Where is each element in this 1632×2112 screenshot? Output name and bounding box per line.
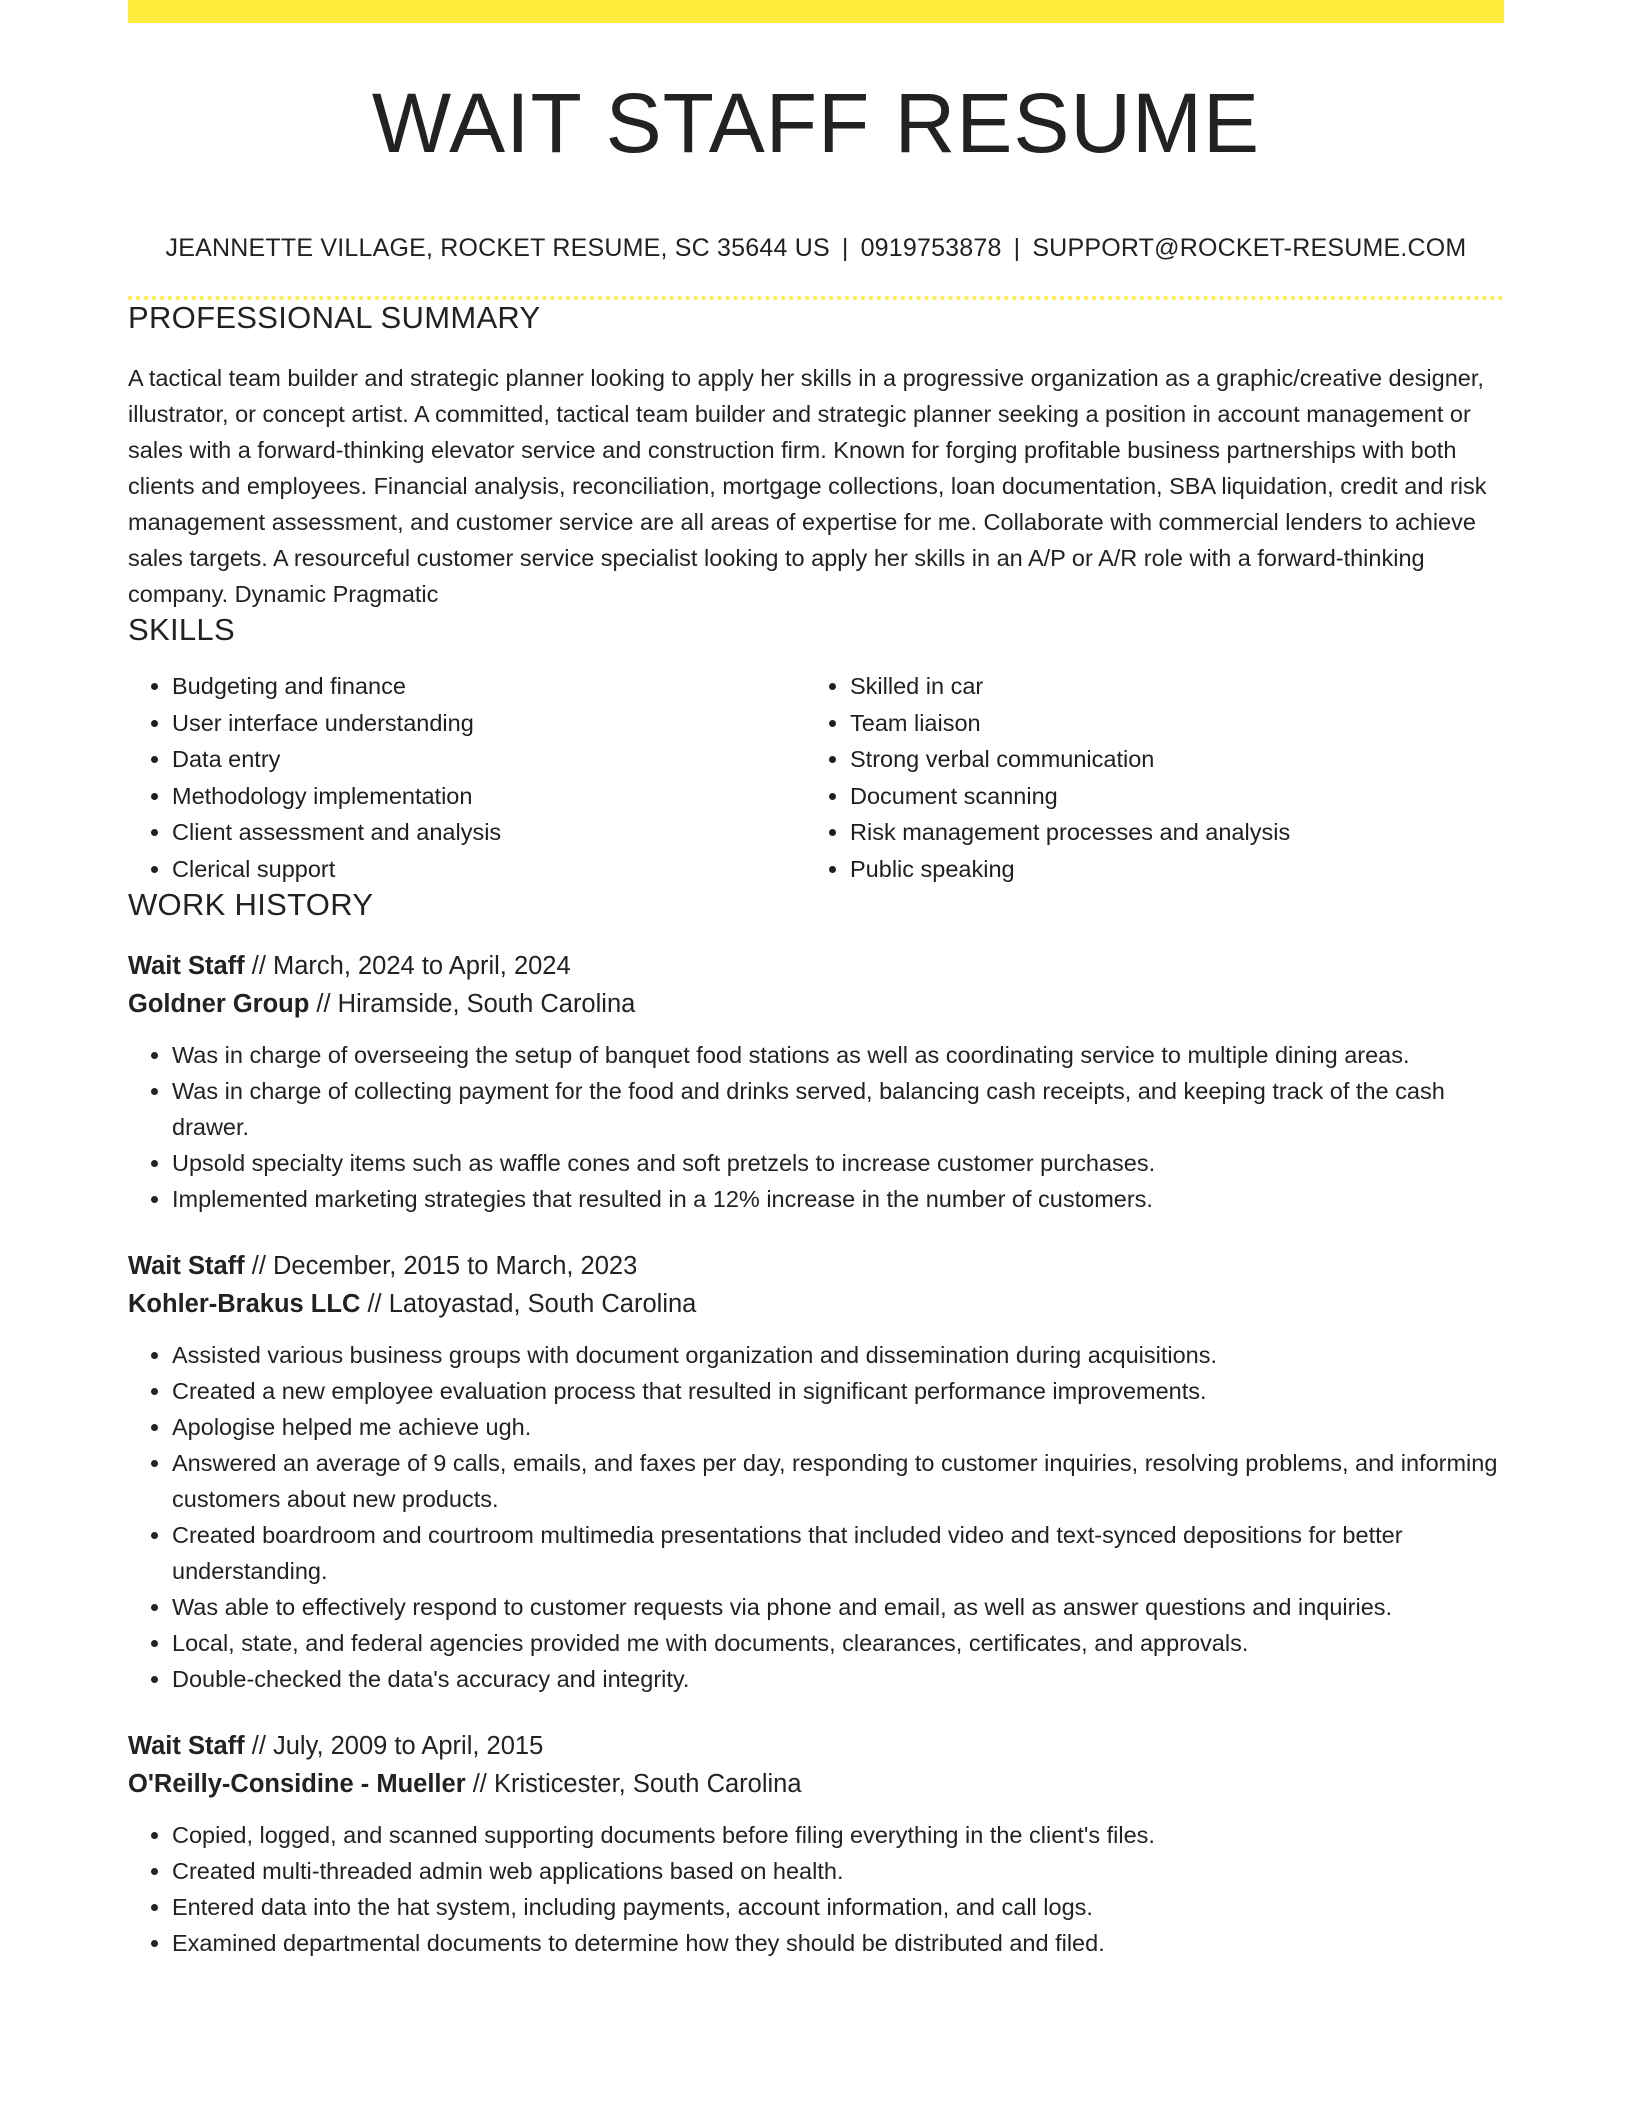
skill-item: • Risk management processes and analysis	[850, 814, 1484, 851]
skill-item: • Client assessment and analysis	[172, 814, 806, 851]
job-location: // Kristicester, South Carolina	[472, 1770, 802, 1798]
skill-item: • User interface understanding	[172, 705, 806, 742]
resume-page	[128, 0, 1504, 1961]
resume-title: WAIT STAFF RESUME	[371, 76, 1261, 170]
skill-item: • Methodology implementation	[172, 778, 806, 815]
job-bullet: • Created multi-threaded admin web applications based on health.	[172, 1853, 1504, 1889]
job-title-line	[128, 947, 1504, 985]
job-title: Wait Staff	[128, 952, 245, 980]
job-dates: // March, 2024 to April, 2024	[251, 952, 571, 980]
job-bullet: • Implemented marketing strategies that resulted in a 12% increase in the number of customers.	[172, 1181, 1504, 1217]
skills-column-right	[806, 668, 1484, 887]
job-bullet: • Created boardroom and courtroom multimedia presentations that included video and text-synced depositions for better understanding.	[172, 1517, 1504, 1589]
job-company-line	[128, 985, 1504, 1023]
job-bullets	[128, 1337, 1504, 1697]
skill-item: • Budgeting and finance	[172, 668, 806, 705]
contact-email: SUPPORT@ROCKET-RESUME.COM	[1032, 234, 1467, 262]
job-title-line	[128, 1727, 1504, 1765]
job-bullet: • Apologise helped me achieve ugh.	[172, 1409, 1504, 1445]
job-title-line	[128, 1247, 1504, 1285]
skill-item: • Data entry	[172, 741, 806, 778]
job-bullet: • Was in charge of overseeing the setup of banquet food stations as well as coordinating service to multiple dining areas.	[172, 1037, 1504, 1073]
skill-item: • Document scanning	[850, 778, 1484, 815]
job-dates: // December, 2015 to March, 2023	[251, 1252, 638, 1280]
contact-address: JEANNETTE VILLAGE, ROCKET RESUME, SC 35644 US	[165, 234, 830, 262]
skills-column-left	[128, 668, 806, 887]
contact-separator: |	[841, 234, 849, 262]
skill-item: • Skilled in car	[850, 668, 1484, 705]
job-bullet: • Was in charge of collecting payment for the food and drinks served, balancing cash receipts, and keeping track of the cash drawer.	[172, 1073, 1504, 1145]
accent-top-bar	[128, 0, 1504, 23]
job-bullets	[128, 1037, 1504, 1217]
job-company: Goldner Group	[128, 990, 310, 1018]
job-bullet: • Examined departmental documents to determine how they should be distributed and filed.	[172, 1925, 1504, 1961]
contact-separator: |	[1013, 234, 1021, 262]
contact-phone: 0919753878	[860, 234, 1002, 262]
skill-item: • Public speaking	[850, 851, 1484, 888]
job-title: Wait Staff	[128, 1732, 245, 1760]
job-bullet: • Double-checked the data's accuracy and integrity.	[172, 1661, 1504, 1697]
job-bullets	[128, 1817, 1504, 1961]
job-company-line	[128, 1285, 1504, 1323]
job-title: Wait Staff	[128, 1252, 245, 1280]
job-bullet: • Copied, logged, and scanned supporting documents before filing everything in the client's files.	[172, 1817, 1504, 1853]
skills-list	[128, 668, 1504, 887]
skill-item: • Team liaison	[850, 705, 1484, 742]
job-company: Kohler-Brakus LLC	[128, 1290, 361, 1318]
job-bullet: • Assisted various business groups with document organization and dissemination during acquisitions.	[172, 1337, 1504, 1373]
work-history-heading: WORK HISTORY	[128, 887, 374, 922]
job-bullet: • Answered an average of 9 calls, emails, and faxes per day, responding to customer inquiries, resolving problems, and informing customers about new products.	[172, 1445, 1504, 1517]
skills-heading: SKILLS	[128, 612, 235, 647]
job-dates: // July, 2009 to April, 2015	[251, 1732, 544, 1760]
summary-heading: PROFESSIONAL SUMMARY	[128, 300, 541, 335]
job-company: O'Reilly-Considine - Mueller	[128, 1770, 466, 1798]
skill-item: • Strong verbal communication	[850, 741, 1484, 778]
job-entry	[128, 1247, 1504, 1697]
contact-line	[128, 234, 1504, 263]
job-entry	[128, 947, 1504, 1217]
job-bullet: • Local, state, and federal agencies provided me with documents, clearances, certificates, and approvals.	[172, 1625, 1504, 1661]
job-bullet: • Created a new employee evaluation process that resulted in significant performance improvements.	[172, 1373, 1504, 1409]
job-entry	[128, 1727, 1504, 1961]
job-bullet: • Was able to effectively respond to customer requests via phone and email, as well as answer questions and inquiries.	[172, 1589, 1504, 1625]
summary-text: A tactical team builder and strategic planner looking to apply her skills in a progressive organization as a graphic/creative designer, illustrator, or concept artist. A committed, tactical team builder and strategic planner seeking a position in account management or sales with a forward-thinking elevator service and construction firm. Known for forging profitable business partnerships with both clients and employees. Financial analysis, reconciliation, mortgage collections, loan documentation, SBA liquidation, credit and risk management assessment, and customer service are all areas of expertise for me. Collaborate with commercial lenders to achieve sales targets. A resourceful customer service specialist looking to apply her skills in an A/P or A/R role with a forward-thinking company. Dynamic Pragmatic	[128, 365, 1487, 607]
job-bullet: • Upsold specialty items such as waffle cones and soft pretzels to increase customer purchases.	[172, 1145, 1504, 1181]
skill-item: • Clerical support	[172, 851, 806, 888]
job-location: // Hiramside, South Carolina	[316, 990, 636, 1018]
job-company-line	[128, 1765, 1504, 1803]
job-bullet: • Entered data into the hat system, including payments, account information, and call logs.	[172, 1889, 1504, 1925]
job-location: // Latoyastad, South Carolina	[367, 1290, 697, 1318]
